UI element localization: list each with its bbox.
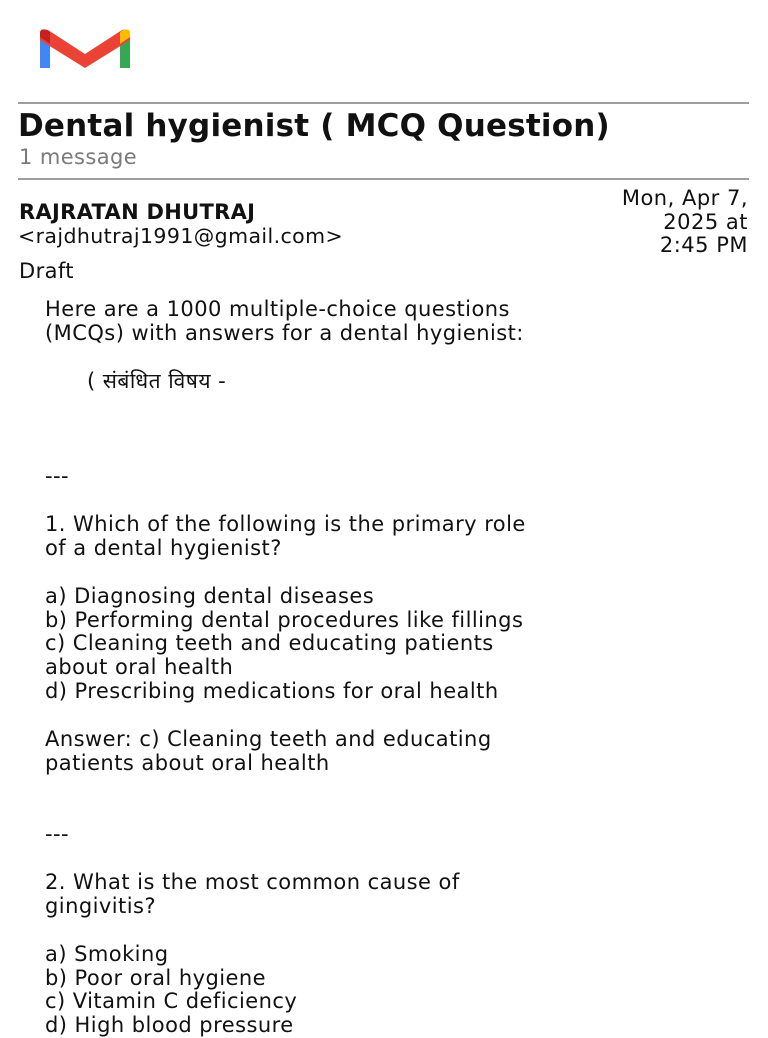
option-1b: b) Performing dental procedures like fillings: [45, 607, 524, 632]
separator: ---: [45, 822, 70, 847]
date-line: Mon, Apr 7,: [621, 186, 748, 210]
separator: ---: [45, 464, 70, 489]
hindi-note: ( संबंधित विषय -: [87, 368, 227, 393]
date-line: 2025 at: [663, 209, 748, 234]
intro-text: Here are a 1000 multiple-choice questions (MCQs) with answers for a dental hygienist:: [45, 297, 524, 345]
sender-email[interactable]: <rajdhutraj1991@gmail.com>: [18, 224, 344, 248]
email-subject: Dental hygienist ( MCQ Question): [18, 108, 610, 144]
option-1a: a) Diagnosing dental diseases: [45, 583, 375, 608]
message-body: [45, 298, 745, 1038]
gmail-logo-icon: [38, 28, 132, 72]
header-divider: [18, 102, 749, 104]
option-2a: a) Smoking: [45, 941, 169, 966]
question-2: 2. What is the most common cause of gingivitis?: [45, 870, 460, 918]
question-1: 1. Which of the following is the primary role of a dental hygienist?: [45, 512, 526, 560]
answer-1: Answer: c) Cleaning teeth and educating patients about oral health: [45, 726, 492, 775]
subject-divider: [18, 178, 749, 180]
date-line: 2:45 PM: [659, 233, 748, 257]
option-1c: c) Cleaning teeth and educating patients about oral health: [45, 631, 494, 680]
message-count: 1 message: [19, 145, 138, 169]
option-1d: d) Prescribing medications for oral health: [45, 678, 499, 703]
option-2c: c) Vitamin C deficiency: [45, 989, 298, 1014]
message-date: [548, 187, 748, 258]
option-2b: b) Poor oral hygiene: [45, 965, 267, 990]
sender-name[interactable]: RAJRATAN DHUTRAJ: [19, 200, 256, 224]
option-2d: d) High blood pressure: [45, 1013, 294, 1038]
draft-label: Draft: [19, 259, 74, 283]
